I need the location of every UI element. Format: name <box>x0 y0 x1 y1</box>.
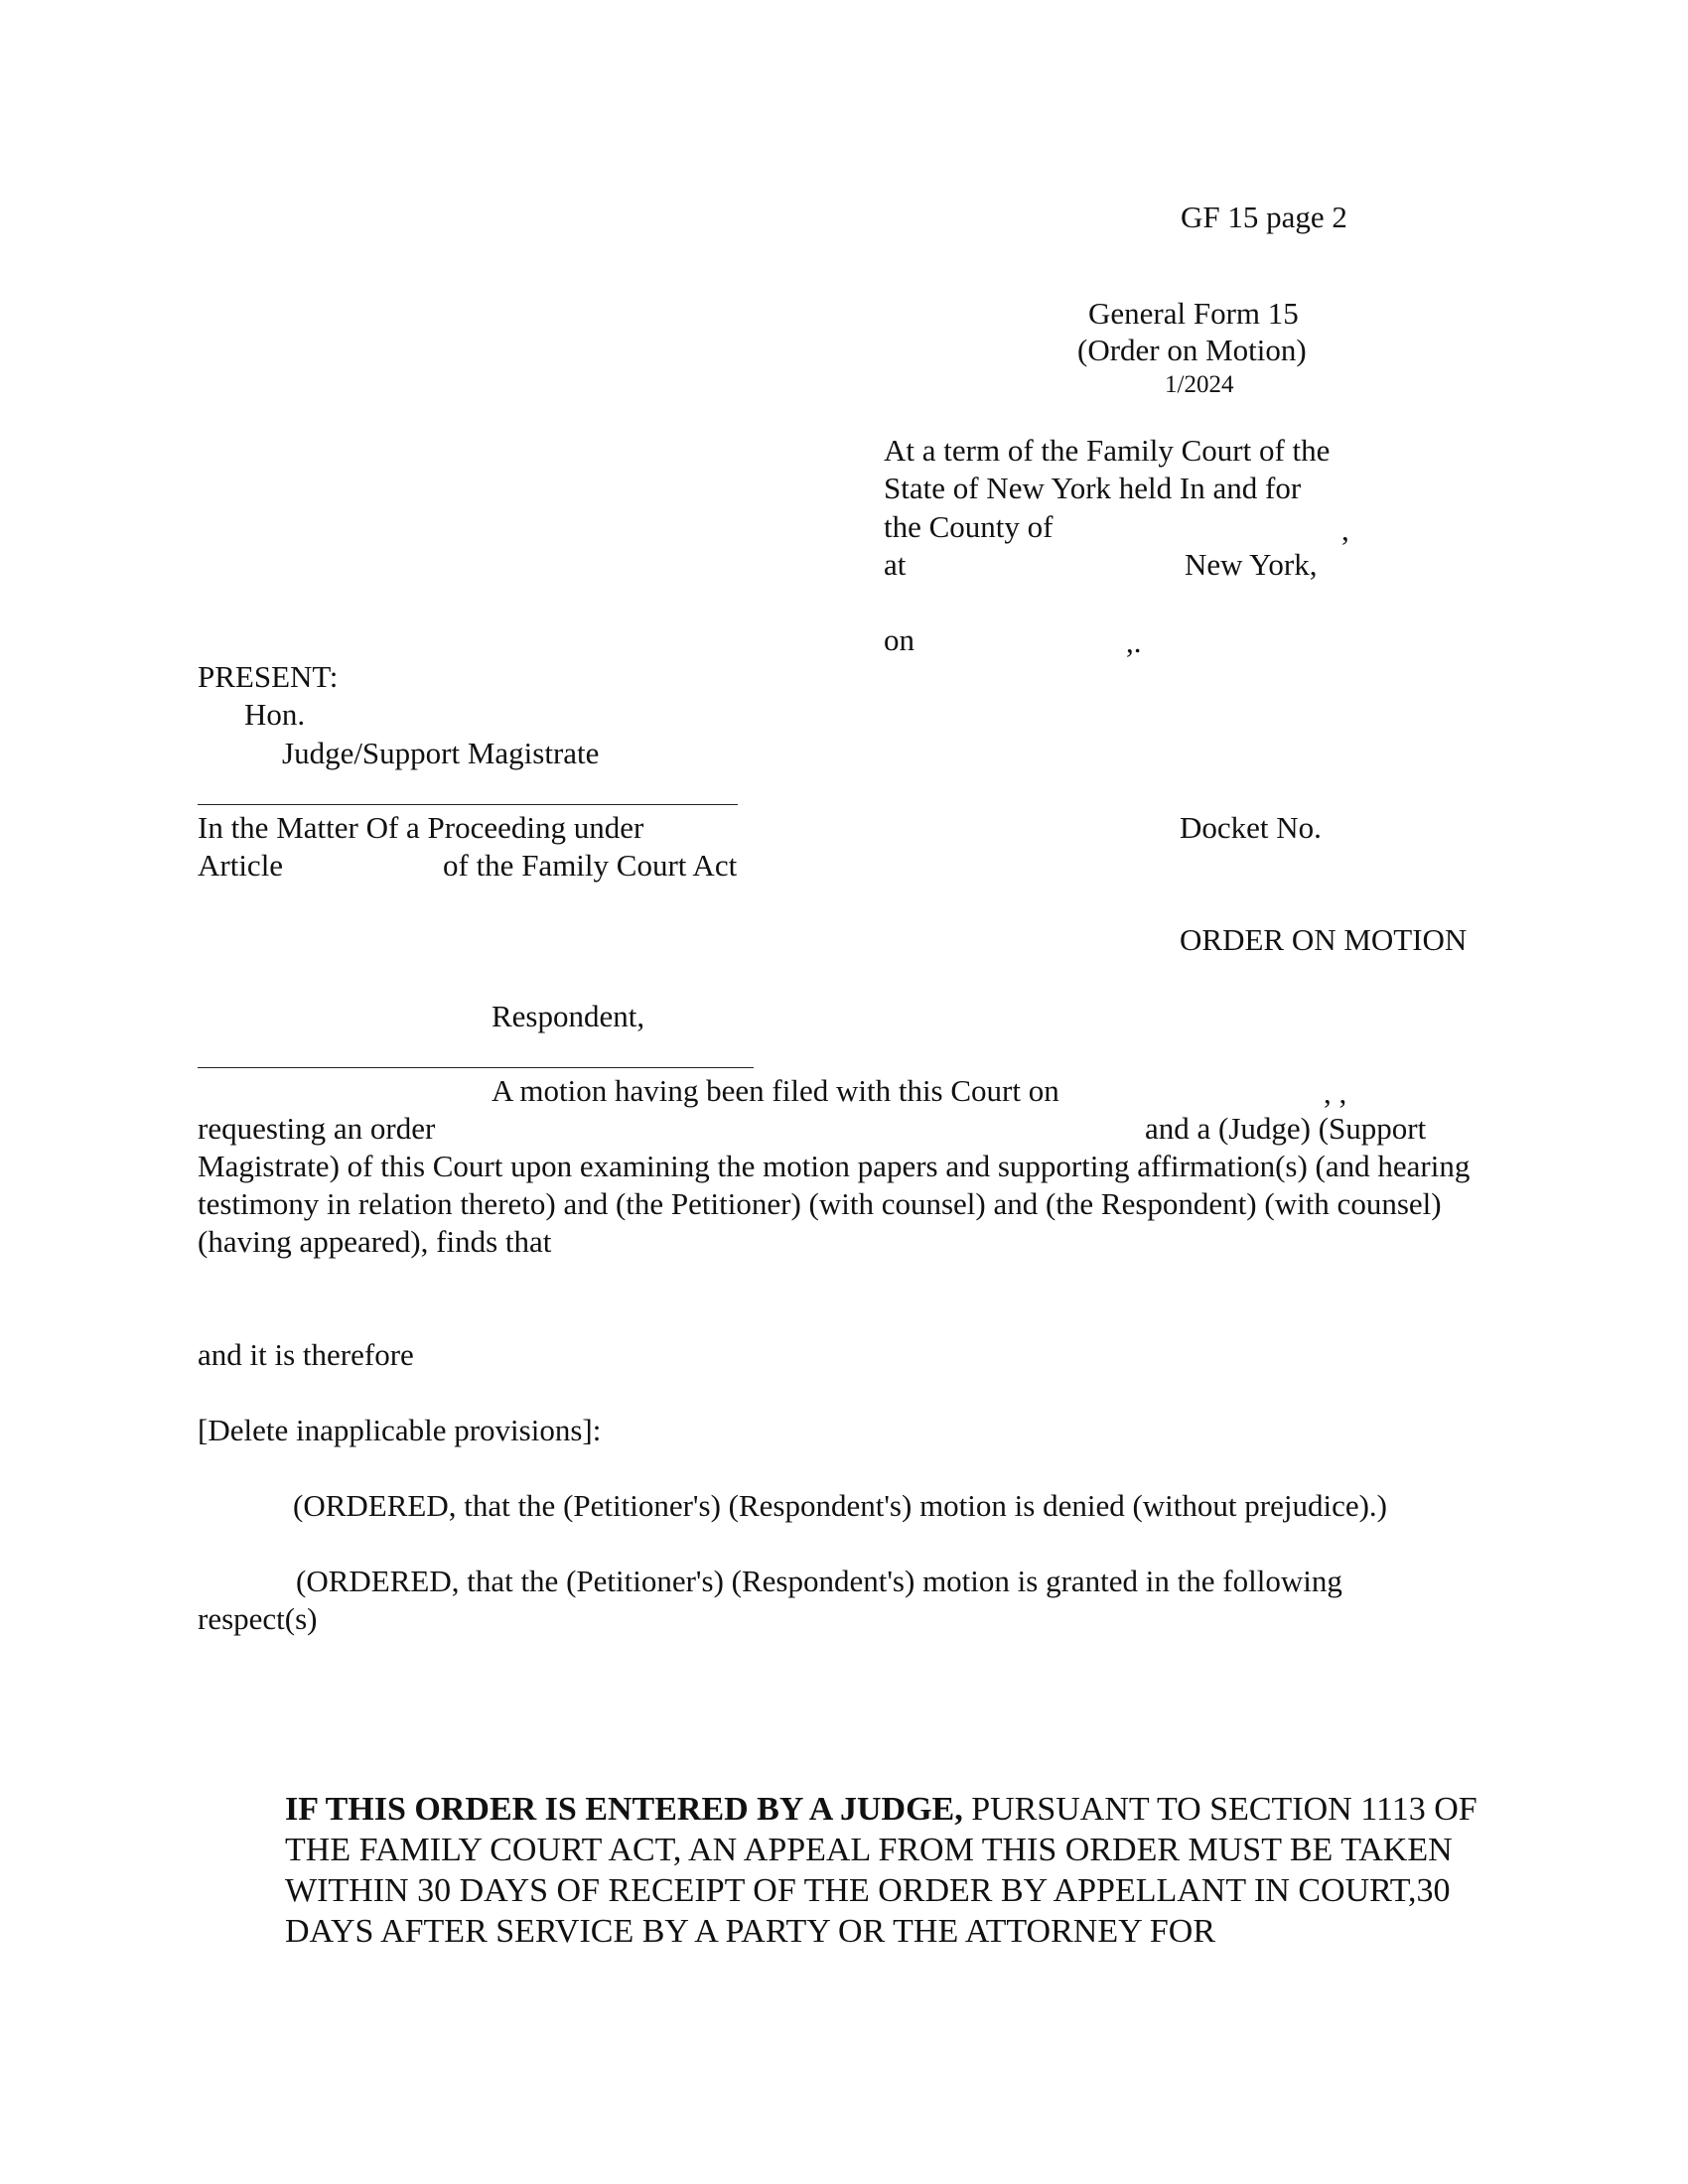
article-label: Article <box>198 848 284 883</box>
respondent-label: Respondent, <box>492 999 645 1033</box>
present-hon: Hon. <box>244 697 306 732</box>
page-label: GF 15 page 2 <box>1181 200 1347 234</box>
form-type: (Order on Motion) <box>1077 333 1307 367</box>
motion-commas: , , <box>1324 1075 1347 1110</box>
delete-note: [Delete inapplicable provisions]: <box>198 1413 602 1447</box>
court-line-2: State of New York held In and for <box>884 471 1302 505</box>
ordered-denied: (ORDERED, that the (Petitioner's) (Respondent's) motion is denied (without prejudice).) <box>293 1488 1387 1523</box>
court-on: on <box>884 622 914 657</box>
form-name: General Form 15 <box>1088 296 1299 331</box>
present-title: Judge/Support Magistrate <box>282 736 600 770</box>
court-on-punct: ,. <box>1126 624 1142 659</box>
county-comma: , <box>1341 512 1349 547</box>
appeal-notice <box>285 1789 1526 1952</box>
requesting-line: requesting an order <box>198 1111 436 1146</box>
docket-label: Docket No. <box>1180 810 1322 845</box>
order-title: ORDER ON MOTION <box>1180 922 1468 957</box>
present-label: PRESENT: <box>198 659 339 694</box>
appeal-notice-lead: IF THIS ORDER IS ENTERED BY A JUDGE, <box>285 1791 963 1828</box>
article-suffix: of the Family Court Act <box>443 848 738 883</box>
ordered-granted: (ORDERED, that the (Petitioner's) (Respondent's) motion is granted in the following <box>296 1564 1342 1598</box>
court-at: at <box>884 547 907 582</box>
motion-line: A motion having been filed with this Court on <box>492 1073 1059 1108</box>
court-line-3: the County of <box>884 509 1054 544</box>
caption-top-rule <box>198 804 738 805</box>
therefore-line: and it is therefore <box>198 1337 414 1372</box>
and-judge-line: and a (Judge) (Support <box>1145 1111 1427 1146</box>
court-city: New York, <box>1185 547 1318 582</box>
findings-paragraph: Magistrate) of this Court upon examining the motion papers and supporting affirmation(s) (and hearing testimony in relation thereto) and (the Petitioner) (with counsel) and (the Respondent) (with counsel) (having appeared), finds that <box>198 1149 1471 1259</box>
ordered-granted-respects: respect(s) <box>198 1601 318 1636</box>
appeal-notice-text: PURSUANT TO SECTION 1113 OF THE FAMILY COURT ACT, AN APPEAL FROM THIS ORDER MUST BE TAKEN WITHIN 30 DAYS OF RECEIPT OF THE ORDER BY APPELLANT IN COURT,30 DAYS AFTER SERVICE BY A PARTY OR THE ATTORNEY FOR <box>285 1791 1477 1950</box>
caption-bottom-rule <box>198 1067 754 1068</box>
court-line-1: At a term of the Family Court of the <box>884 433 1331 468</box>
form-date: 1/2024 <box>1165 371 1234 398</box>
matter-line: In the Matter Of a Proceeding under <box>198 810 644 845</box>
